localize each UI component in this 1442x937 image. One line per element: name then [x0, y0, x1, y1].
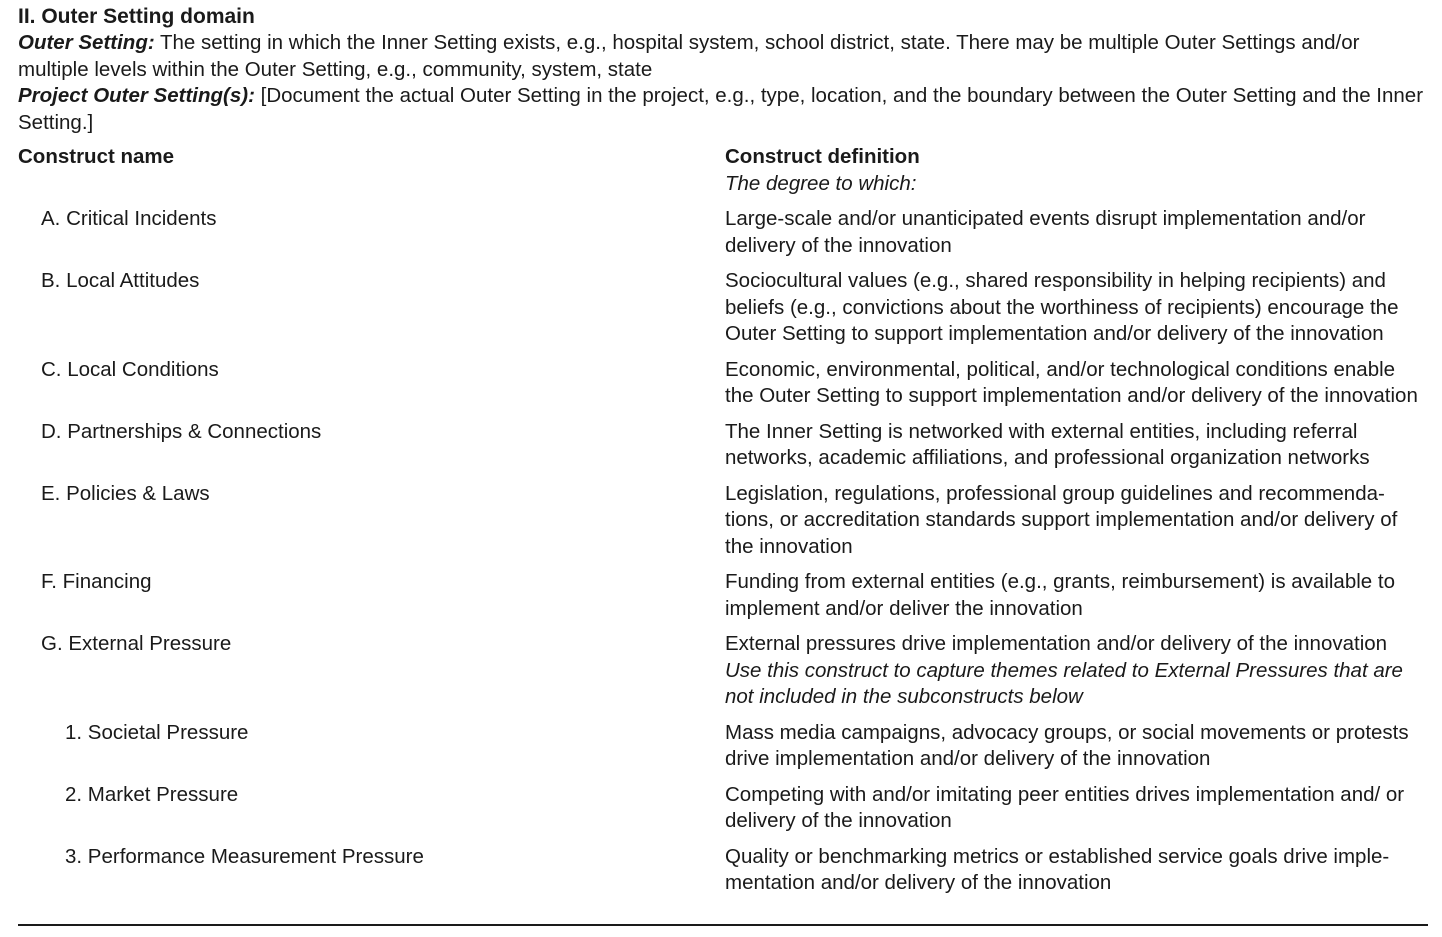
table-row	[18, 357, 1428, 410]
table-row	[18, 569, 1428, 622]
construct-definition	[725, 419, 1428, 472]
outer-setting-label: Outer Setting:	[18, 31, 155, 54]
table-row	[18, 206, 1428, 259]
definition-text: Mass media campaigns, advocacy groups, or social movements or protests drive implementation and/or delivery of the innovation	[725, 720, 1409, 770]
column-header-definition	[725, 144, 1428, 197]
definition-note: Use this construct to capture themes related to External Pressures that are not included in the subconstructs below	[725, 658, 1403, 708]
subconstruct-name: 3. Performance Measurement Pressure	[65, 844, 424, 868]
project-outer-setting-text: [Document the actual Outer Setting in the project, e.g., type, location, and the boundary between the Outer Setting and the Inner Setting.]	[18, 84, 1424, 134]
construct-definition	[725, 481, 1428, 561]
construct-definition	[725, 782, 1428, 835]
subconstruct-name: 2. Market Pressure	[65, 782, 239, 806]
construct-name: D. Partnerships & Connections	[41, 419, 322, 443]
construct-definition	[725, 720, 1428, 773]
table-row	[18, 419, 1428, 472]
construct-table-body	[18, 206, 1428, 897]
definition-text: Quality or benchmarking metrics or established service goals drive imple-mentation and/or delivery of the innovation	[725, 844, 1390, 894]
construct-definition	[725, 268, 1428, 348]
construct-name: G. External Pressure	[41, 632, 232, 655]
outer-setting-paragraph	[18, 30, 1428, 83]
table-row	[18, 631, 1428, 711]
definition-text: External pressures drive implementation and/or delivery of the innovation	[725, 632, 1388, 655]
document-page	[18, 3, 1428, 897]
section-title: II. Outer Setting domain	[18, 5, 255, 28]
table-bottom-rule	[18, 924, 1428, 926]
definition-text: Legislation, regulations, professional group guidelines and recommenda-tions, or accreditation standards support implementation and/or delivery of the innovation	[725, 481, 1398, 558]
construct-name: F. Financing	[41, 570, 152, 593]
outer-setting-text: The setting in which the Inner Setting exists, e.g., hospital system, school district, state. There may be multiple Outer Settings and/or multiple levels within the Outer Setting, e.g., community, system, state	[18, 31, 1360, 81]
table-row	[18, 720, 1428, 773]
column-header-definition-title: Construct definition	[725, 145, 920, 168]
construct-definition	[725, 844, 1428, 897]
definition-text: Large-scale and/or unanticipated events disrupt implementation and/or delivery of the innovation	[725, 207, 1366, 257]
definition-text: Competing with and/or imitating peer entities drives implementation and/ or delivery of the innovation	[725, 782, 1405, 832]
construct-definition	[725, 206, 1428, 259]
column-header-name: Construct name	[18, 145, 175, 168]
construct-definition	[725, 631, 1428, 711]
table-row	[18, 782, 1428, 835]
table-row	[18, 844, 1428, 897]
definition-text: The Inner Setting is networked with external entities, including referral networks, academic affiliations, and professional organization networks	[725, 419, 1370, 469]
construct-definition	[725, 357, 1428, 410]
subconstruct-name: 1. Societal Pressure	[65, 720, 249, 744]
project-outer-setting-paragraph	[18, 83, 1428, 136]
definition-text: Sociocultural values (e.g., shared responsibility in helping recipients) and beliefs (e.g., convictions about the worthiness of recipients) encourage the Outer Setting to support implementation and/or delivery of the innovation	[725, 269, 1399, 345]
project-outer-setting-label: Project Outer Setting(s):	[18, 84, 255, 107]
construct-definition	[725, 569, 1428, 622]
construct-name: C. Local Conditions	[41, 357, 219, 381]
construct-name: A. Critical Incidents	[41, 207, 217, 230]
definition-text: Economic, environmental, political, and/or technological conditions enable the Outer Setting to support implementation and/or delivery of the innovation	[725, 357, 1418, 407]
construct-name: E. Policies & Laws	[41, 481, 210, 505]
table-row	[18, 481, 1428, 561]
column-header-definition-subtitle: The degree to which:	[725, 171, 917, 195]
construct-name: B. Local Attitudes	[41, 269, 200, 292]
definition-text: Funding from external entities (e.g., grants, reimbursement) is available to implement and/or deliver the innovation	[725, 570, 1395, 620]
table-row	[18, 268, 1428, 348]
table-header	[18, 144, 1428, 197]
